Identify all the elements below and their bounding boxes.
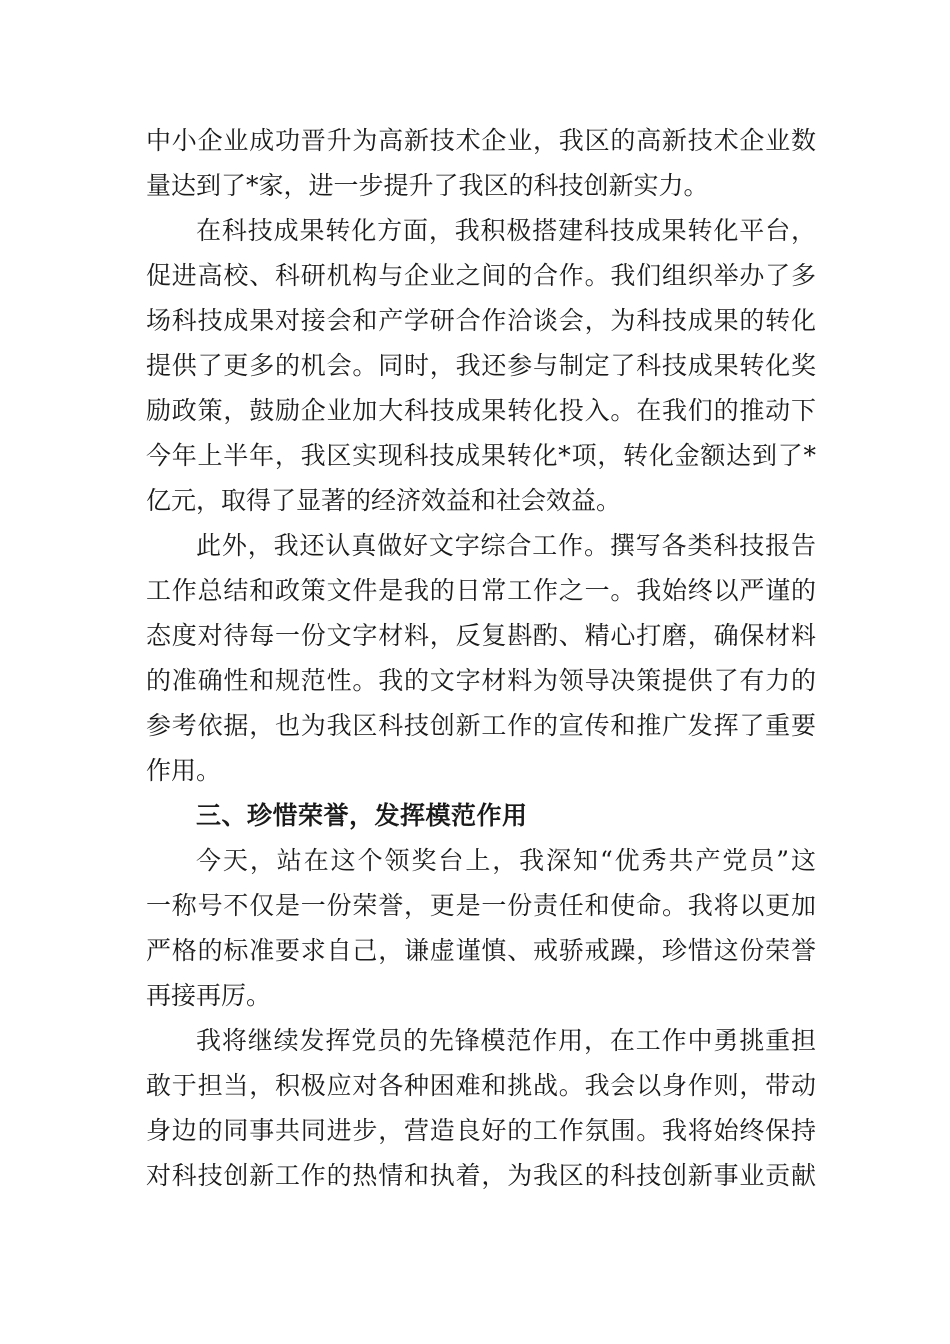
text-line: 一称号不仅是一份荣誉，更是一份责任和使命。我将以更加: [146, 891, 816, 920]
text-line: 身边的同事共同进步，营造良好的工作氛围。我将始终保持: [146, 1116, 816, 1145]
text-line: 态度对待每一份文字材料，反复斟酌、精心打磨，确保材料: [146, 621, 816, 650]
text-line: 工作总结和政策文件是我的日常工作之一。我始终以严谨的: [146, 576, 816, 605]
text-line: 在科技成果转化方面，我积极搭建科技成果转化平台，: [196, 216, 816, 245]
text-line: 我将继续发挥党员的先锋模范作用，在工作中勇挑重担: [196, 1026, 816, 1055]
text-line: 励政策，鼓励企业加大科技成果转化投入。在我们的推动下: [146, 396, 816, 425]
text-line: 的准确性和规范性。我的文字材料为领导决策提供了有力的: [146, 666, 816, 695]
text-line: 敢于担当，积极应对各种困难和挑战。我会以身作则，带动: [146, 1071, 816, 1100]
text-line: 作用。: [146, 756, 222, 785]
text-line: 今天，站在这个领奖台上，我深知“优秀共产党员”这: [196, 846, 816, 875]
text-line: 中小企业成功晋升为高新技术企业，我区的高新技术企业数: [146, 126, 816, 155]
text-line: 此外，我还认真做好文字综合工作。撰写各类科技报告: [196, 531, 816, 560]
text-line: 场科技成果对接会和产学研合作洽谈会，为科技成果的转化: [146, 306, 816, 335]
section-heading: 三、珍惜荣誉，发挥模范作用: [196, 801, 528, 830]
text-line: 提供了更多的机会。同时，我还参与制定了科技成果转化奖: [146, 351, 816, 380]
text-line: 量达到了*家，进一步提升了我区的科技创新实力。: [146, 171, 709, 200]
text-line: 参考依据，也为我区科技创新工作的宣传和推广发挥了重要: [146, 711, 816, 740]
text-line: 亿元，取得了显著的经济效益和社会效益。: [146, 486, 622, 515]
text-line: 严格的标准要求自己，谦虚谨慎、戒骄戒躁，珍惜这份荣誉: [146, 936, 816, 965]
text-line: 促进高校、科研机构与企业之间的合作。我们组织举办了多: [146, 261, 816, 290]
text-line: 今年上半年，我区实现科技成果转化*项，转化金额达到了*: [146, 441, 816, 470]
text-line: 对科技创新工作的热情和执着，为我区的科技创新事业贡献: [146, 1161, 816, 1190]
text-line: 再接再厉。: [146, 981, 272, 1010]
